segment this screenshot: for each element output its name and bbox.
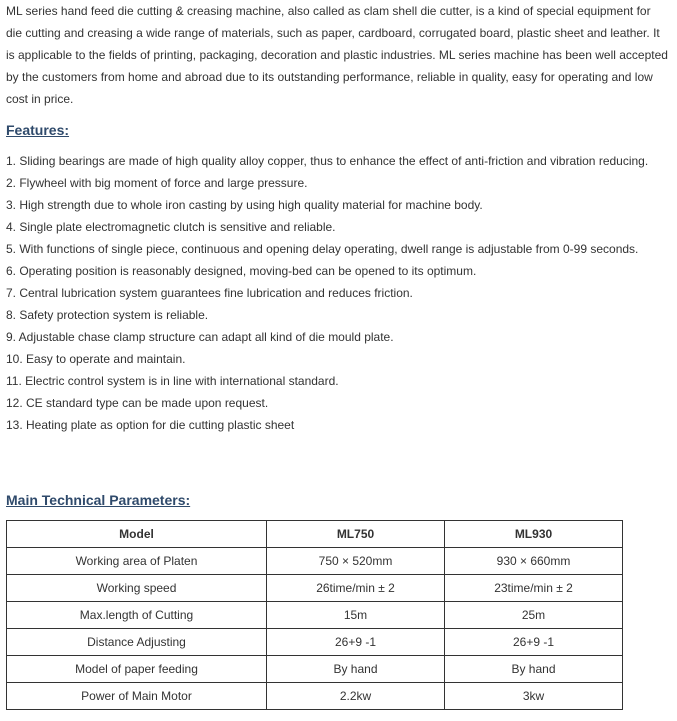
feature-item: 4. Single plate electromagnetic clutch is sensitive and reliable. <box>6 220 336 234</box>
feature-item: 13. Heating plate as option for die cutting plastic sheet <box>6 418 295 432</box>
feature-item: 2. Flywheel with big moment of force and large pressure. <box>6 176 308 190</box>
table-cell: 15m <box>267 602 445 629</box>
intro-paragraph: ML series hand feed die cutting & creasing machine, also called as clam shell die cutter, is a kind of special equipment for die cutting and creasing a wide range of materials, such as paper, cardboard, corrugated board, plastic sheet and leather. It is applicable to the fields of printing, packaging, decoration and plastic industries. ML series machine has been well accepted by the customers from home and abroad due to its outstanding performance, reliable in quality, easy for operating and low cost in price. <box>6 4 668 106</box>
table-header-cell: ML930 <box>445 521 623 548</box>
feature-item: 10. Easy to operate and maintain. <box>6 352 186 366</box>
features-list <box>6 150 668 436</box>
table-cell: Working area of Platen <box>7 548 267 575</box>
table-cell: 25m <box>445 602 623 629</box>
feature-item: 1. Sliding bearings are made of high quality alloy copper, thus to enhance the effect of anti-friction and vibration reducing. <box>6 154 649 168</box>
table-cell: 26time/min ± 2 <box>267 575 445 602</box>
feature-item: 6. Operating position is reasonably designed, moving-bed can be opened to its optimum. <box>6 264 477 278</box>
feature-item: 8. Safety protection system is reliable. <box>6 308 209 322</box>
features-heading: Features: <box>6 122 70 138</box>
table-cell: 750 × 520mm <box>267 548 445 575</box>
table-cell: Distance Adjusting <box>7 629 267 656</box>
feature-item: 7. Central lubrication system guarantees fine lubrication and reduces friction. <box>6 286 413 300</box>
table-cell: 26+9 -1 <box>267 629 445 656</box>
feature-item: 3. High strength due to whole iron casting by using high quality material for machine body. <box>6 198 483 212</box>
table-cell: By hand <box>445 656 623 683</box>
table-cell: 3kw <box>445 683 623 710</box>
feature-item: 5. With functions of single piece, continuous and opening delay operating, dwell range is adjustable from 0-99 seconds. <box>6 242 639 256</box>
table-row <box>7 602 623 629</box>
table-header-row <box>7 521 623 548</box>
table-header-cell: Model <box>7 521 267 548</box>
table-cell: By hand <box>267 656 445 683</box>
table-cell: 930 × 660mm <box>445 548 623 575</box>
table-cell: 2.2kw <box>267 683 445 710</box>
table-row <box>7 683 623 710</box>
table-cell: Working speed <box>7 575 267 602</box>
feature-item: 11. Electric control system is in line with international standard. <box>6 374 339 388</box>
table-row <box>7 656 623 683</box>
table-row <box>7 629 623 656</box>
table-header-cell: ML750 <box>267 521 445 548</box>
table-cell: Power of Main Motor <box>7 683 267 710</box>
feature-item: 9. Adjustable chase clamp structure can adapt all kind of die mould plate. <box>6 330 394 344</box>
table-cell: Model of paper feeding <box>7 656 267 683</box>
table-cell: Max.length of Cutting <box>7 602 267 629</box>
table-cell: 26+9 -1 <box>445 629 623 656</box>
table-cell: 23time/min ± 2 <box>445 575 623 602</box>
table-row <box>7 575 623 602</box>
parameters-table <box>6 520 623 710</box>
table-row <box>7 548 623 575</box>
feature-item: 12. CE standard type can be made upon request. <box>6 396 269 410</box>
params-heading: Main Technical Parameters: <box>6 492 191 508</box>
